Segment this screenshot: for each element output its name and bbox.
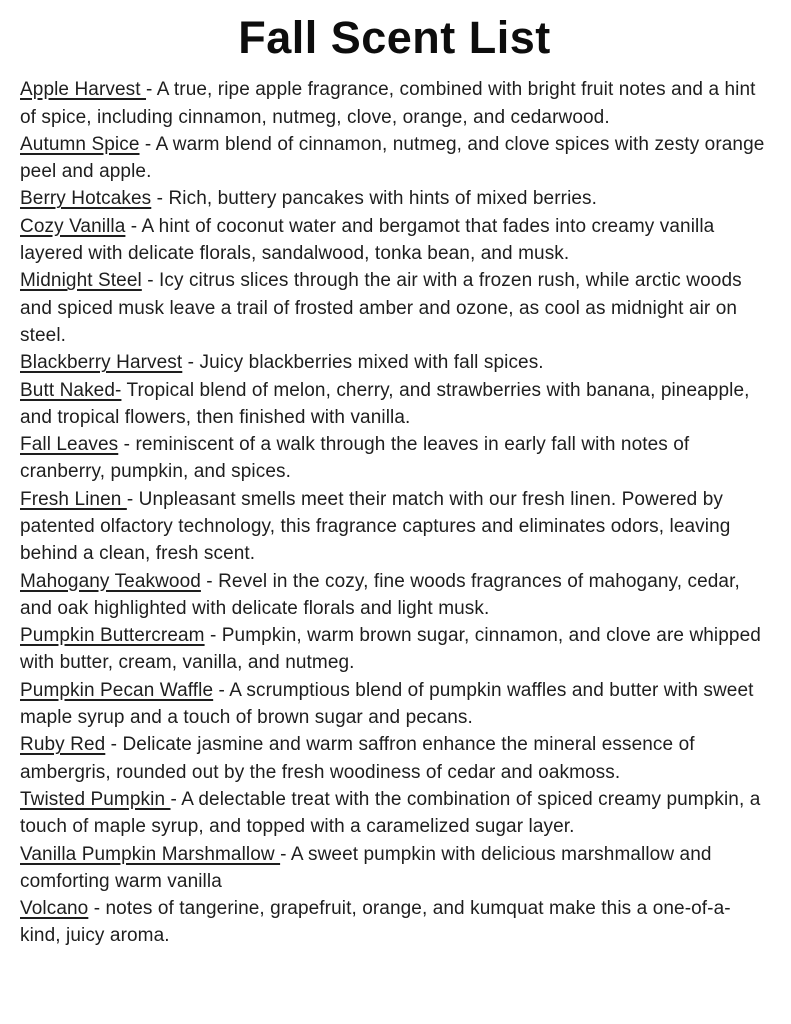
scent-entry xyxy=(20,841,769,896)
scent-entry xyxy=(20,349,769,376)
scent-description: Juicy blackberries mixed with fall spices. xyxy=(199,352,544,374)
scent-name: Cozy Vanilla xyxy=(20,215,126,237)
scent-name: Twisted Pumpkin xyxy=(20,788,171,810)
scent-entry xyxy=(20,267,769,349)
scent-entry xyxy=(20,895,769,950)
scent-entry xyxy=(20,677,769,732)
scent-description: Delicate jasmine and warm saffron enhance the mineral essence of ambergris, rounded out by the fresh woodiness of cedar and oakmoss. xyxy=(20,734,695,783)
scent-description: Rich, buttery pancakes with hints of mixed berries. xyxy=(168,188,598,210)
scent-description: A scrumptious blend of pumpkin waffles and butter with sweet maple syrup and a touch of brown sugar and pecans. xyxy=(20,679,754,729)
scent-name: Apple Harvest xyxy=(20,79,147,101)
scent-description: Unpleasant smells meet their match with our fresh linen. Powered by patented olfactory technology, this fragrance captures and eliminates odors, leaving behind a clean, fresh scent. xyxy=(20,488,731,565)
scent-entry xyxy=(20,76,769,131)
scent-description: A warm blend of cinnamon, nutmeg, and clove spices with zesty orange peel and apple. xyxy=(20,133,765,183)
page-title: Fall Scent List xyxy=(238,12,551,63)
scent-separator: - xyxy=(200,570,219,592)
scent-name: Berry Hotcakes xyxy=(20,188,152,210)
scent-entry xyxy=(20,131,769,186)
scent-separator: - xyxy=(151,188,169,210)
scent-separator: - xyxy=(126,488,139,510)
scent-separator: - xyxy=(125,215,142,237)
scent-separator: - xyxy=(88,898,106,920)
scent-name: Butt Naked- xyxy=(20,379,122,401)
scent-entry xyxy=(20,568,769,623)
scent-name: Midnight Steel xyxy=(20,270,142,292)
scent-description: notes of tangerine, grapefruit, orange, and kumquat make this a one-of-a-kind, juicy aroma. xyxy=(20,898,731,947)
scent-separator: - xyxy=(204,625,222,647)
scent-name: Fresh Linen xyxy=(20,488,127,510)
scent-separator: - xyxy=(139,133,156,155)
scent-description: reminiscent of a walk through the leaves in early fall with notes of cranberry, pumpkin, and spices. xyxy=(20,434,690,483)
scent-entry xyxy=(20,377,769,432)
scent-separator: - xyxy=(280,843,291,865)
scent-separator: - xyxy=(141,270,159,292)
scent-entry xyxy=(20,486,769,568)
scent-entry xyxy=(20,622,769,677)
scent-name: Blackberry Harvest xyxy=(20,352,183,374)
scent-description: A true, ripe apple fragrance, combined with bright fruit notes and a hint of spice, including cinnamon, nutmeg, clove, orange, and cedarwood. xyxy=(20,79,756,128)
scent-description: Revel in the cozy, fine woods fragrances of mahogany, cedar, and oak highlighted with delicate florals and light musk. xyxy=(20,570,740,619)
scent-name: Pumpkin Buttercream xyxy=(20,625,205,647)
scent-description: Pumpkin, warm brown sugar, cinnamon, and clove are whipped with butter, cream, vanilla, and nutmeg. xyxy=(20,625,761,674)
scent-list xyxy=(20,76,769,950)
scent-entry xyxy=(20,213,769,268)
scent-name: Ruby Red xyxy=(20,734,106,756)
scent-name: Fall Leaves xyxy=(20,434,119,456)
scent-name: Pumpkin Pecan Waffle xyxy=(20,679,214,701)
scent-description: A delectable treat with the combination of spiced creamy pumpkin, a touch of maple syrup, and topped with a caramelized sugar layer. xyxy=(20,788,761,838)
scent-separator: - xyxy=(105,734,123,756)
scent-entry xyxy=(20,731,769,786)
scent-separator: - xyxy=(182,352,200,374)
scent-separator: - xyxy=(170,788,182,810)
scent-description: Tropical blend of melon, cherry, and strawberries with banana, pineapple, and tropical flowers, then finished with vanilla. xyxy=(20,379,750,428)
scent-separator: - xyxy=(146,79,157,101)
scent-description: A sweet pumpkin with delicious marshmallow and comforting warm vanilla xyxy=(20,843,712,892)
scent-entry xyxy=(20,185,769,212)
scent-separator: - xyxy=(118,434,136,456)
scent-description: A hint of coconut water and bergamot that fades into creamy vanilla layered with delicate florals, sandalwood, tonka bean, and musk. xyxy=(20,215,715,265)
scent-name: Volcano xyxy=(20,898,89,920)
scent-description: Icy citrus slices through the air with a frozen rush, while arctic woods and spiced musk leave a trail of frosted amber and ozone, as cool as midnight air on steel. xyxy=(20,270,742,346)
scent-entry xyxy=(20,786,769,841)
scent-name: Autumn Spice xyxy=(20,133,140,155)
scent-name: Mahogany Teakwood xyxy=(20,570,201,592)
scent-separator: - xyxy=(213,679,230,701)
scent-entry xyxy=(20,431,769,486)
scent-name: Vanilla Pumpkin Marshmallow xyxy=(20,843,281,865)
